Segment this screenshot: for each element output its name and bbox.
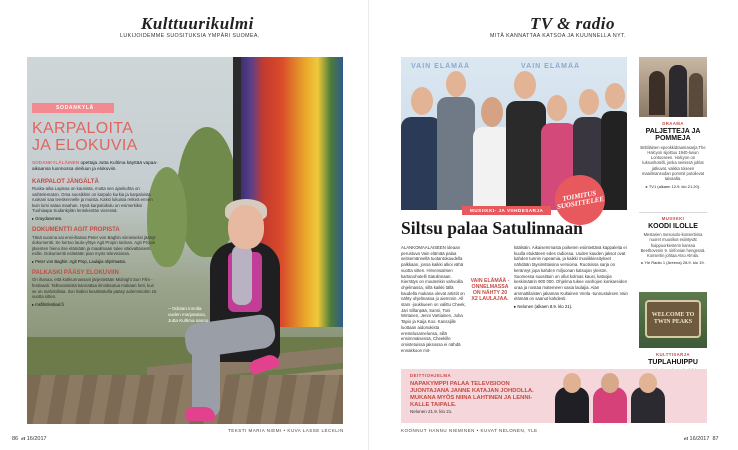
left-folio bbox=[12, 436, 47, 442]
sidebar-title: KOODI ILOLLE bbox=[648, 222, 698, 230]
sidebar-item bbox=[639, 216, 707, 265]
sidebar-kicker: DRAAMA bbox=[662, 121, 684, 126]
column-2-bullet: ▸ Nelonen (alkaen 8.9. klo 21). bbox=[514, 304, 573, 310]
folio-brand: et bbox=[684, 436, 688, 442]
right-header-subtitle: MITÄ KANNATTAA KATSOA JA KUUNNELLA NYT. bbox=[490, 33, 626, 39]
photo-caption: – Odotan innolla uuden marjasatoa, Jutta Kultima sanoo. bbox=[168, 306, 210, 323]
left-header-subtitle: LUKIJOIDEMME SUOSITUKSIA YMPÄRI SUOMEA. bbox=[120, 33, 260, 39]
right-credit: KOONNUT HANNU NIEMINEN • KUVAT NELONEN, YLE bbox=[401, 428, 538, 433]
folio-number: 87 bbox=[712, 436, 719, 442]
left-header-title: Kulttuurikulmi bbox=[141, 14, 254, 33]
column-1-text: ALANKOMAALAISEEN ideaan perustuva Vain elämää palaa seitsemännellä tuotantokaudella palkkaan, jossa kaikki alkoi vähä vuotta sitten. Hirvensalmen kartanohotelli Satulinnaan. Kierrätys on muutenkin vahvoilla ohjelmassa, sillä kaikki tällä kaudella mukana olevat artistit on nähty ohjelmassa jo aiemmin. All stars -joukkueen on valittu Cheek, Jari Sillanpää, Sanni, Toni Wirtanen, Jenni Vartiainen, Juha Tapio ja Kaija Koo. Kanssjille luottaan aidonokista erestelusamelunsa, sillä ensimmäisessä, Cheekille omistetuissa jaksossa ei nähdä ennakkoon mit- bbox=[401, 245, 466, 353]
promo-text: NAPAKYMPPI PALAA TELEVISIOON JUONTAJANA JANNE KATAJAN JOHDOLLA. MUKANA MYÖS NIINA LAHTINEN JA LENNI-KALLE TAIPALE. bbox=[410, 381, 534, 408]
sidebar-body: Mestarien mesosolo-konsertissa nuoret muusikot esiintyvät huippuorkesterin kanssa Beethovenin 9. sinfonian hengessä. Konsertin johtaa Atso Almila. bbox=[640, 232, 706, 259]
section-bullet: ▸ msfilmfestival.fi bbox=[32, 301, 64, 307]
sidebar-divider bbox=[639, 212, 707, 213]
genre-tag: MUSIIKKI- JA VIIHDESARJA bbox=[462, 206, 551, 215]
section-bullet: ▸ Peter von Baghin: Agit Prop, Laulajia ohjelmasta. bbox=[32, 258, 127, 264]
location-tag: SODANKYLÄ bbox=[32, 103, 114, 113]
promo-photo bbox=[547, 373, 707, 423]
article-column-1 bbox=[401, 245, 467, 353]
sidebar-image-halcyon bbox=[639, 57, 707, 117]
section-bullet: ▸ Graydavenew. bbox=[32, 216, 63, 222]
left-article bbox=[32, 96, 158, 307]
folio-number: 86 bbox=[12, 436, 19, 442]
article-photo-group: VAIN ELÄMÄÄ VAIN ELÄMÄÄ bbox=[401, 57, 627, 210]
promo-meta: Nelonen 21.9. klo 21. bbox=[410, 409, 453, 414]
column-2-text: käälsäin. Aikaisemmasta poiketen esiintettävä kappaleita ei kuulla etukäteen edes radiossa. Uuden kauden jaksot ovat kahden tunnin rupeamia, ja kaikki musiikkiesitykset nähdään täysimittaisina versioina. Ruotsissa sarja on kerännyt jopa kahden miljoonan katsojan yleisön. Suomessa suosittuin on ollut kolmas kausi, katsojia keskimäärin 900 000. Ohjelma tukee vanhojen konkareiden uraa ja nostaa matemeen sasia laulajia. Alan ammattilaisten jakaman Kultainen Venla -tunnustuksen Vain elämää on saanut kahdesti. bbox=[514, 245, 628, 302]
left-credit: TEKSTI MARIA NIEMI • KUVA LASSE LECKLIN bbox=[228, 428, 344, 433]
sidebar-image-twin-peaks bbox=[639, 292, 707, 348]
sidebar-item bbox=[639, 121, 707, 189]
article-column-2 bbox=[514, 245, 628, 310]
title-line-2: JA ELOKUVIA bbox=[32, 137, 138, 154]
sidebar-title: TUPLAHUIPPU bbox=[648, 358, 698, 366]
section-body: On ihanaa, että kotikunnassani järjestetään Midnight Sun Film -festivaali. Talkootoisistä kannattaa ilmoittautua mukaan heti, kun se on mahdollista. Ilon lisäksi kesälistäolla pääsy aolemmiohin 15 vuotta sitten. bbox=[32, 277, 157, 300]
folio-brand: et bbox=[21, 436, 26, 442]
article-title bbox=[32, 120, 158, 154]
sidebar-meta: ▸ Yle Radio 1 (Areena) 28.9. klo 19. bbox=[641, 260, 705, 266]
folio-issue: 16/2017 bbox=[689, 436, 710, 442]
folio-issue: 16/2017 bbox=[26, 436, 47, 442]
lede-highlight: SODANKYLÄLÄINEN bbox=[32, 160, 80, 165]
section-body: Ruska-aika Lapissa on kaunista, mutta sen ajankohta on vaihtelematon. Oma suosikkini on karpalo kurkia ja karpaloista ruokani saa teeskennelle ja muista. Kaksi lukuisia retkeä ennen kuin lumi sataa maahan. Hyvä karpaloikulu on esimerkiksi Tuohiaapa Sodankylän lentokentän vieressä. bbox=[32, 186, 153, 214]
section-body: Tänä vuonna sai ensi-iltansa Peter von Baghin viimeiseksi jäänyt dokumentti. Se kertoo laulu-yhtye Agit Propin tarinan. Agit Propin jäsenten hieno itse elämään ja maailmaan tulee väkivaltaisesti esille. Dokumentti esitetään pian myös televisiossa. bbox=[32, 234, 156, 257]
section-heading: DOKUMENTTI AGIT PROPISTA bbox=[32, 227, 120, 234]
article-title: Siltsu palaa Satulinnaan bbox=[401, 218, 583, 238]
title-line-1: KARPALOITA bbox=[32, 120, 134, 137]
pull-quote: VAIN ELÄMÄÄ -ONNELMASSA ON NÄHTY 20 X2 LAULAJAA. bbox=[470, 278, 510, 302]
lede bbox=[32, 160, 158, 173]
promo-kicker: DEITTIOHJELMA bbox=[410, 373, 452, 378]
sidebar-kicker: KULTTISARJA bbox=[656, 352, 690, 357]
right-folio bbox=[684, 436, 719, 442]
recommendation-badge: TOIMITUS SUOSITTELEE bbox=[551, 171, 609, 229]
section-heading: KARPALOT JÄNGÄLTÄ bbox=[32, 178, 99, 185]
lede-text: opettaja Jutta Kultima käyttää vapaa-aikaansa luonnossa oleiluun ja elokuviin. bbox=[32, 160, 158, 172]
sidebar-title: PALJETTEJA JA POMMEJA bbox=[645, 127, 701, 142]
sidebar-meta: ▸ TV1 (alkaen 12.9. klo 21.20). bbox=[645, 183, 701, 189]
twin-peaks-sign: WELCOME TO TWIN PEAKS bbox=[645, 300, 701, 338]
right-header-title: TV & radio bbox=[530, 14, 615, 33]
sidebar-kicker: MUSIIKKI bbox=[661, 216, 685, 221]
section-heading: PALKASKI PÄÄSY ELOKUVIIN bbox=[32, 269, 119, 276]
sidebar-body: Brittiläinen epookkidraamasarja The Halcyon sijoittuu 1940-luvun Lontooseen. Halcyon on luksushotelli, jonka seinissä juhlat jatkuvat, vaikka toiseen maailmansodan pommit putoilevat taivaalta. bbox=[640, 144, 706, 182]
